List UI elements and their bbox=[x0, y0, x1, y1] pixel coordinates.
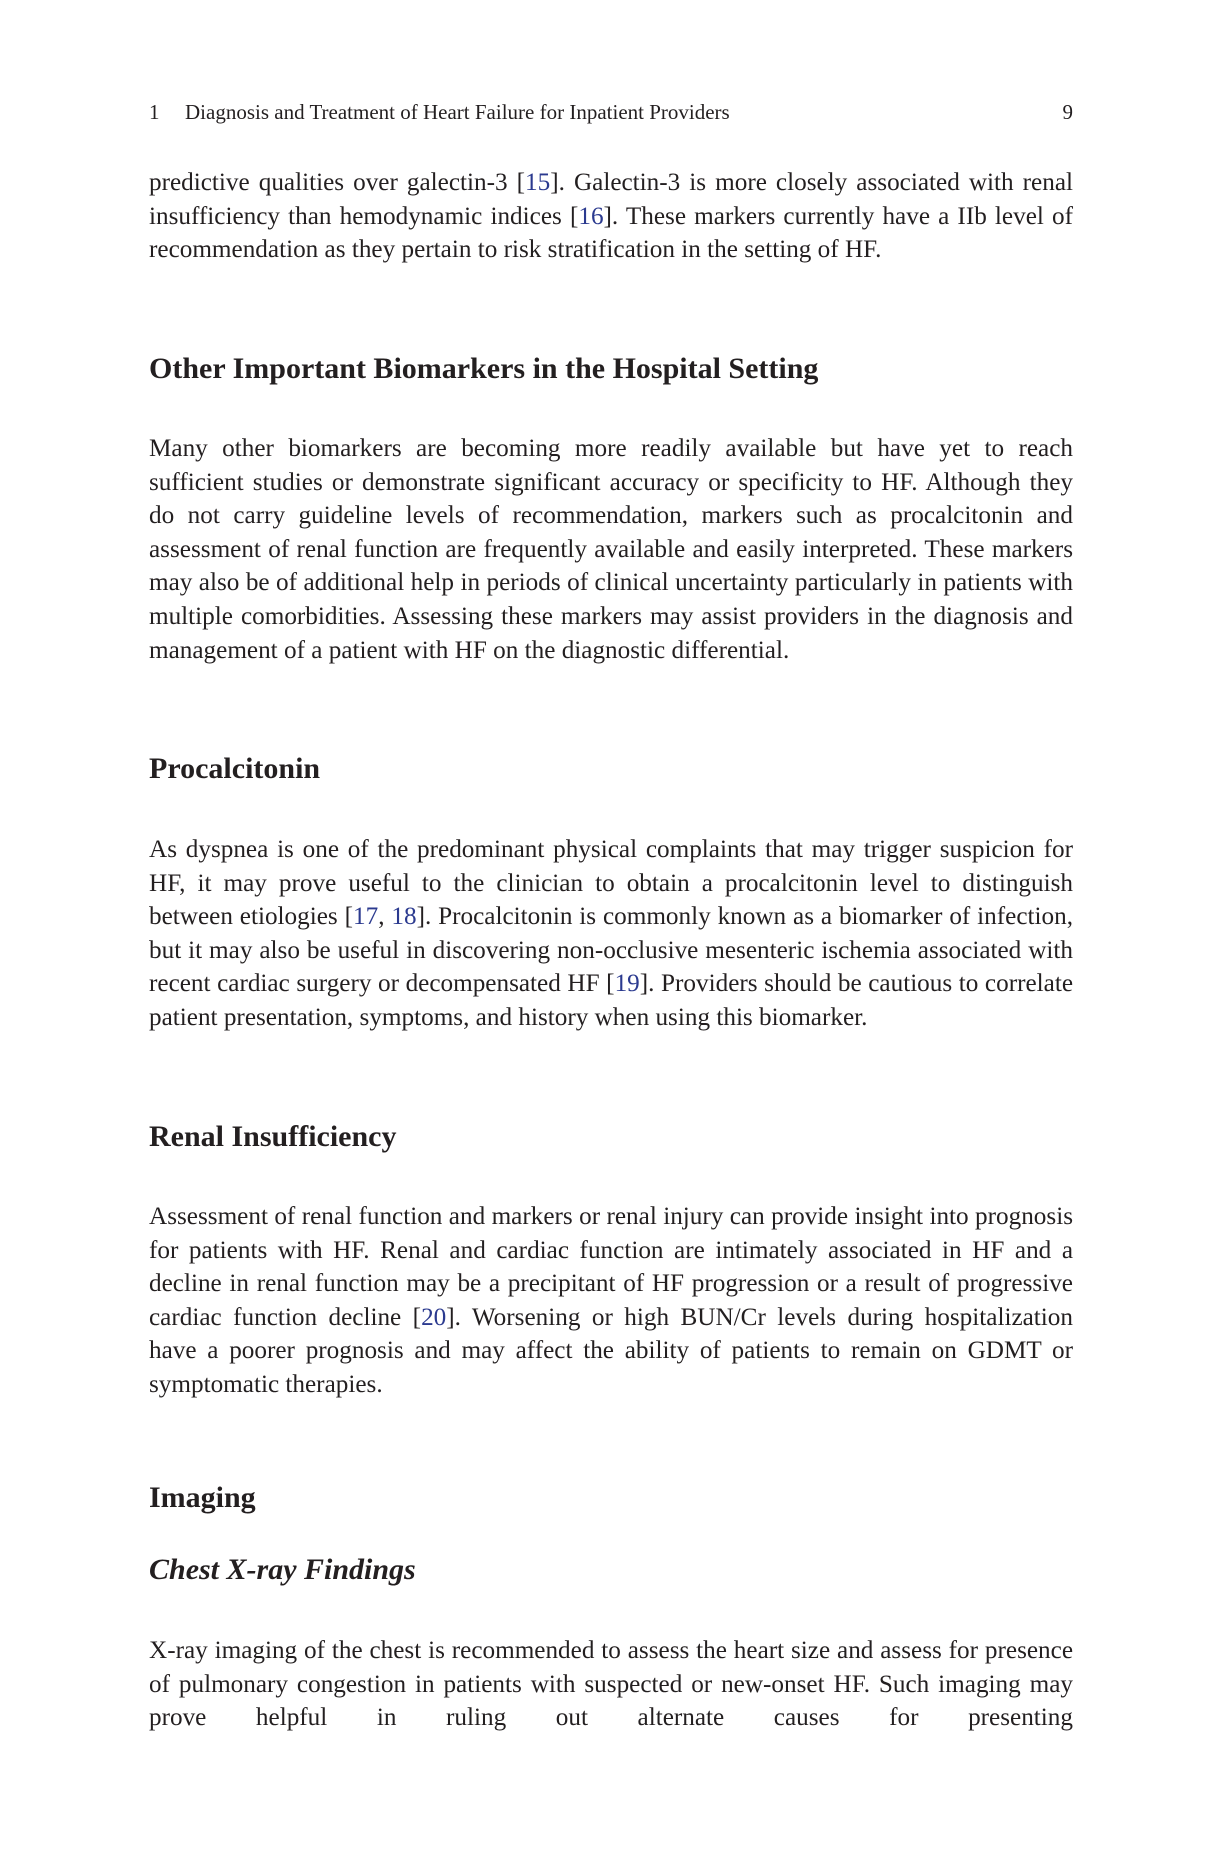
citation-link[interactable]: 18 bbox=[391, 903, 417, 931]
paragraph-renal-insufficiency bbox=[149, 1200, 1073, 1402]
citation-link[interactable]: 17 bbox=[353, 903, 379, 931]
paragraph-other-biomarkers bbox=[149, 432, 1073, 667]
citation-link[interactable]: 20 bbox=[421, 1303, 447, 1331]
section-heading: Procalcitonin bbox=[149, 752, 321, 785]
running-head bbox=[149, 98, 1073, 126]
section-imaging bbox=[149, 1480, 1073, 1516]
section-procalcitonin bbox=[149, 751, 1073, 787]
page-number: 9 bbox=[1062, 100, 1073, 124]
paragraph-chest-xray bbox=[149, 1634, 1073, 1735]
section-heading: Other Important Biomarkers in the Hospital Setting bbox=[149, 352, 819, 385]
section-other-biomarkers bbox=[149, 351, 1073, 387]
body-paragraph: X-ray imaging of the chest is recommended to assess the heart size and assess for presence of pulmonary congestion in patients with suspected or new-onset HF. Such imaging may prove helpful in ruling out alternate causes for presenting bbox=[149, 1637, 1073, 1732]
subsection-chest-xray bbox=[149, 1552, 1073, 1588]
body-paragraph: As dyspnea is one of the predominant physical complaints that may trigger suspicion for HF, it may prove useful to the clinician to obtain a procalcitonin level to distinguish between etiologies [17, 18]. Procalcitonin is commonly known as a biomarker of infection, but it may also be useful in discovering non-occlusive mesenteric ischemia associated with recent cardiac surgery or decompensated HF [19]. Providers should be cautious to correlate patient presentation, symptoms, and history when using this biomarker. bbox=[149, 836, 1073, 1031]
section-heading: Imaging bbox=[149, 1481, 256, 1514]
paragraph-procalcitonin bbox=[149, 833, 1073, 1035]
section-heading: Renal Insufficiency bbox=[149, 1120, 397, 1153]
citation-link[interactable]: 16 bbox=[578, 202, 604, 230]
paragraph-galectin bbox=[149, 166, 1073, 267]
chapter-number: 1 bbox=[149, 100, 160, 124]
citation-link[interactable]: 15 bbox=[525, 169, 551, 196]
citation-link[interactable]: 19 bbox=[614, 970, 640, 998]
running-head-title: Diagnosis and Treatment of Heart Failure for Inpatient Providers bbox=[185, 100, 730, 124]
body-paragraph: Assessment of renal function and markers or renal injury can provide insight into prognosis for patients with HF. Renal and cardiac function are intimately associated in HF and a decline in renal function may be a precipitant of HF progression or a result of progressive cardiac function decline [20]. Worsening or high BUN/Cr levels during hospitalization have a poorer prognosis and may affect the ability of patients to remain on GDMT or symptomatic therapies. bbox=[149, 1203, 1073, 1398]
body-paragraph: Many other biomarkers are becoming more readily available but have yet to reach sufficient studies or demonstrate significant accuracy or specificity to HF. Although they do not carry guideline levels of recommendation, markers such as procalcitonin and assessment of renal function are frequently available and easily interpreted. These markers may also be of additional help in periods of clinical uncertainty particularly in patients with multiple comorbidities. Assessing these markers may assist providers in the diagnosis and management of a patient with HF on the diagnostic differential. bbox=[149, 435, 1073, 664]
subsection-heading: Chest X-ray Findings bbox=[149, 1553, 416, 1586]
body-paragraph: predictive qualities over galectin-3 [15]. Galectin-3 is more closely associated with renal insufficiency than hemodynamic indices [16]. These markers currently have a IIb level of recommendation as they pertain to risk stratification in the setting of HF. bbox=[149, 169, 1074, 264]
section-renal-insufficiency bbox=[149, 1119, 1073, 1155]
